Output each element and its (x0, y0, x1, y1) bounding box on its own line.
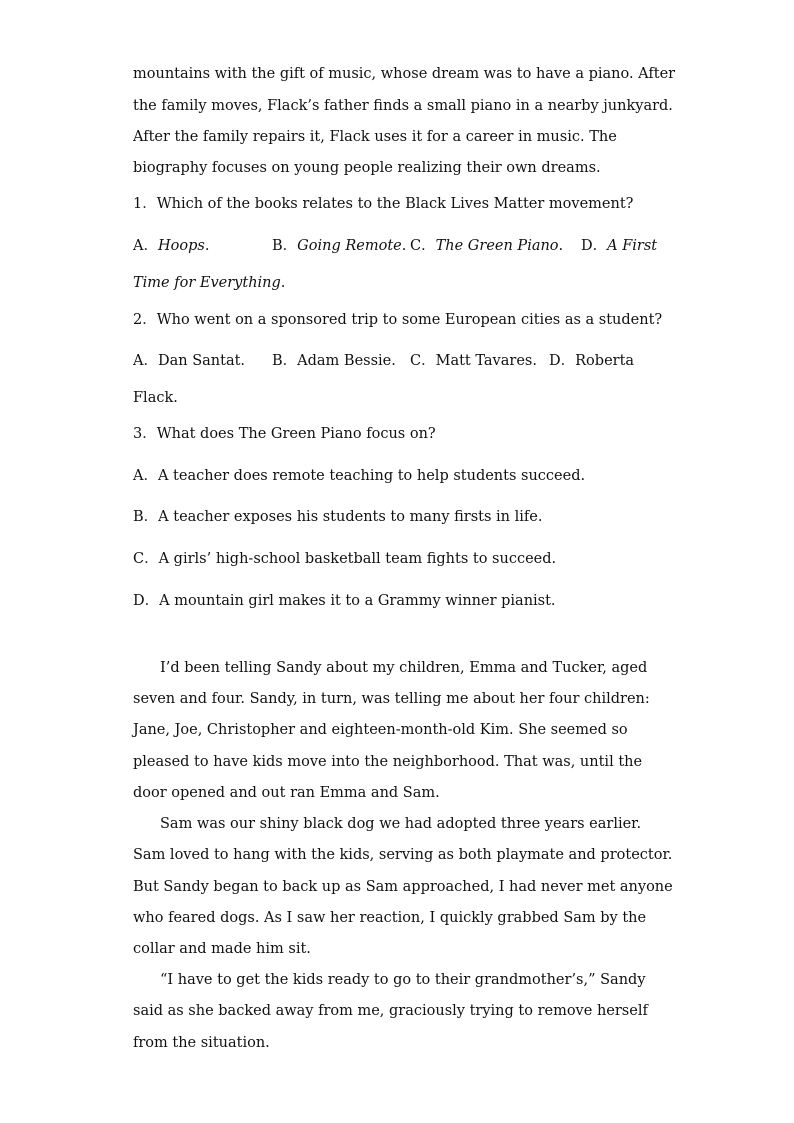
intro-line: biography focuses on young people realizing their own dreams. (133, 160, 601, 176)
passage-line: who feared dogs. As I saw her reaction, I quickly grabbed Sam by the (133, 910, 647, 926)
q3-option-d: D．A mountain girl makes it to a Grammy winner pianist. (133, 593, 556, 609)
question-1-options (133, 236, 663, 256)
q1-option-b: B．Going Remote. (272, 238, 407, 254)
passage-line: But Sandy began to back up as Sam approached, I had never met anyone (133, 879, 673, 895)
q2-option-d-wrap: Flack. (133, 390, 178, 406)
passage-line: I’d been telling Sandy about my children, Emma and Tucker, aged (160, 660, 648, 676)
q1-option-c: C．The Green Piano. (410, 238, 564, 254)
q2-option-d: D．Roberta (549, 353, 635, 369)
q1-option-d-wrap: Time for Everything. (133, 275, 286, 291)
question-3-stem: 3．What does The Green Piano focus on? (133, 426, 436, 442)
passage-line: Sam loved to hang with the kids, serving as both playmate and protector. (133, 847, 673, 863)
question-2-stem: 2．Who went on a sponsored trip to some European cities as a student? (133, 312, 663, 328)
intro-line: mountains with the gift of music, whose dream was to have a piano. After (133, 66, 676, 82)
passage-line: Sam was our shiny black dog we had adopted three years earlier. (160, 816, 642, 832)
intro-line: the family moves, Flack’s father finds a small piano in a nearby junkyard. (133, 98, 673, 114)
q3-option-a: A．A teacher does remote teaching to help students succeed. (133, 468, 586, 484)
q2-option-b: B．Adam Bessie. (272, 353, 396, 369)
passage-line: from the situation. (133, 1035, 270, 1051)
passage-line: said as she backed away from me, graciously trying to remove herself (133, 1003, 648, 1019)
q3-option-b: B．A teacher exposes his students to many firsts in life. (133, 509, 543, 525)
passage-line: door opened and out ran Emma and Sam. (133, 785, 440, 801)
passage-line: “I have to get the kids ready to go to their grandmother’s,” Sandy (160, 972, 646, 988)
q2-option-a: A．Dan Santat. (133, 353, 246, 369)
q1-option-a: A．Hoops. (133, 238, 210, 254)
question-1-stem: 1．Which of the books relates to the Black Lives Matter movement? (133, 196, 634, 212)
passage-line: Jane, Joe, Christopher and eighteen-month-old Kim. She seemed so (133, 722, 628, 738)
passage-line: seven and four. Sandy, in turn, was telling me about her four children: (133, 691, 650, 707)
intro-line: After the family repairs it, Flack uses it for a career in music. The (133, 129, 617, 145)
q3-option-c: C．A girls’ high-school basketball team fights to succeed. (133, 551, 557, 567)
passage-line: pleased to have kids move into the neighborhood. That was, until the (133, 754, 643, 770)
question-2-options (133, 351, 663, 371)
q2-option-c: C．Matt Tavares. (410, 353, 537, 369)
q1-option-d: D．A First (581, 238, 658, 254)
passage-line: collar and made him sit. (133, 941, 311, 957)
